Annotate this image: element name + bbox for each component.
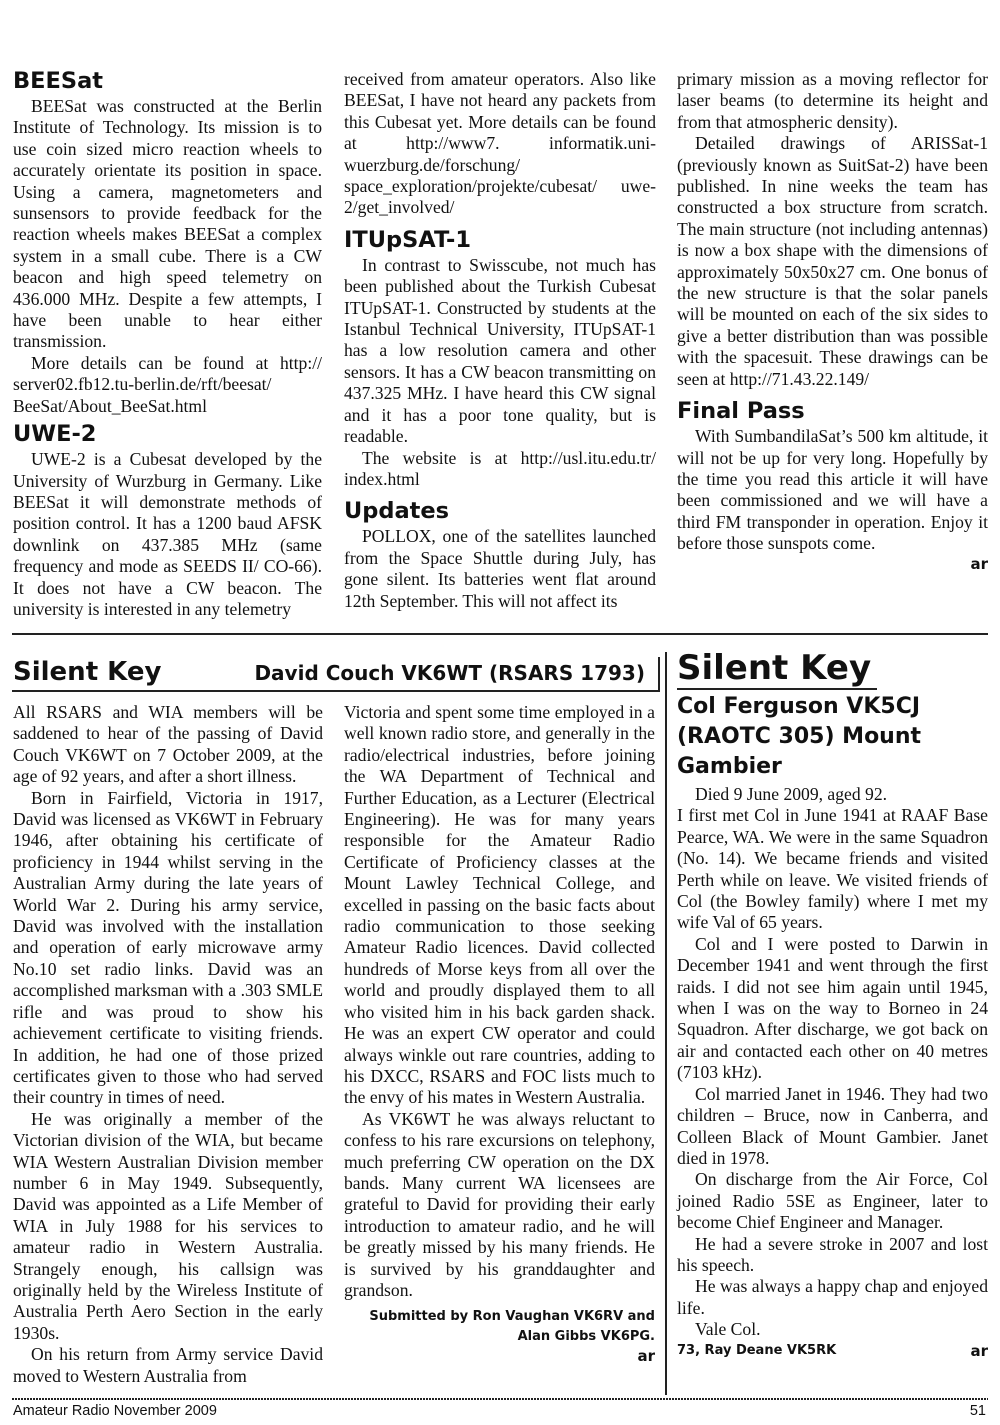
end-mark: ar	[970, 554, 988, 573]
vertical-rule-couch	[658, 657, 660, 692]
top-column-2	[344, 69, 656, 612]
ferguson-name-heading: Col Ferguson VK5CJ (RAOTC 305) Mount Gambier	[677, 694, 922, 779]
uwe-continued: received from amateur operators. Also like BEESat, I have not heard any packets from this Cubesat yet. More details can be found at http://www7. informatik.uni-wuerzburg.de/forschung/ space_exploration/projekte/cubesat/ uwe-2/get_involved/	[344, 69, 656, 218]
updates-paragraph-2: Detailed drawings of ARISSat-1 (previously known as SuitSat-2) have been published. In nine weeks the team has constructed a box structure from scratch. The main structure (not including antennas) is now a box shape with the dimensions of approximately 50x50x27 cm. One bonus of the new structure is that the solar panels will be mounted on each of the six sides to give a better distribution than was possible with the spacesuit. These drawings can be seen at http://71.43.22.149/	[677, 133, 988, 389]
ferguson-paragraph-1: Died 9 June 2009, aged 92.	[695, 784, 888, 804]
ferguson-paragraph-3: Col and I were posted to Darwin in December 1941 and went through the first raids. I did not see him again until 1945, when I was on the way to Borneo in 24 Squadron. After discharge, we got back on air and contacted each other on 40 metres (7103 kHz).	[677, 933, 988, 1083]
ferguson-paragraph-5: On discharge from the Air Force, Col joined Radio 5SE as Engineer, later to become Chief Engineer and Manager.	[677, 1169, 988, 1233]
beesat-paragraph-1: BEESat was constructed at the Berlin Institute of Technology. Its mission is to use coin sized micro reaction wheels to accurately orientate its position in space. Using a camera, magnetometers and sunsensors to provide feedback for the reaction wheels makes BEESat a complex system in a small cube. There is a CW beacon and high speed telemetry on 436.000 MHz. Despite a few attempts, I have been unable to hear either transmission.	[13, 96, 322, 352]
ferguson-silent-key-title: Silent Key	[677, 648, 872, 688]
itupsat-heading: ITUpSAT-1	[344, 226, 472, 253]
final-pass-heading: Final Pass	[677, 398, 805, 425]
ferguson-column	[677, 648, 988, 1361]
couch-credit-line-2: Alan Gibbs VK6PG.	[517, 1329, 655, 1345]
couch-paragraph-2: Born in Fairfield, Victoria in 1917, David was licensed as VK6WT in February 1946, after obtaining his certificate of proficiency in 1944 whilst serving in the Australian Army during the late years of World War 2. During his army service, David was involved with the installation and operation of early microwave army No.10 set radio links. David was an accomplished marksman with a .303 SMLE rifle and was proud to show his achievement certificate to visiting friends. In addition, he had one of those prized certificates given to those who had served their country in times of need.	[13, 787, 323, 1108]
ferguson-signature: 73, Ray Deane VK5RK	[677, 1342, 837, 1358]
couch-paragraph-5: Victoria and spent some time employed in a well known radio store, and generally in the radio/electrical industries, before joining the WA Department of Technical and Further Education, as a Lecturer (Electrical Engineering). He was for many years responsible for the Amateur Radio Certificate of Proficiency classes at the Mount Lawley Technical College, and excelled in passing on the basic facts about radio communication to those seeking Amateur Radio licences. David collected hundreds of Morse keys from all over the world and proudly displayed them to all who visited him in his back garden shack. He was an expert CW operator and could always winkle out rare countries, adding to his DXCC, RSARS and FOC lists much to the envy of his mates in Western Australia.	[344, 702, 655, 1108]
updates-paragraph-1: POLLOX, one of the satellites launched from the Space Shuttle during July, has gone silent. Its batteries went flat around 12th September. This will not affect its	[344, 526, 656, 611]
section-divider	[12, 633, 988, 635]
final-pass-paragraph-1: With SumbandilaSat’s 500 km altitude, it will not be up for very long. Hopefully by the time you read this article it will have been commissioned and we will have a third FM transponder in operation. Enjoy it before those sunspots come.	[677, 426, 988, 554]
couch-banner-underline	[12, 690, 660, 692]
ferguson-paragraph-2: I first met Col in June 1941 at RAAF Base Pearce, WA. We were in the same Squadron (No. 14). We became friends and visited Perth while on leave. We visited friends of Col (the Bowley family) where I met my wife Val of 65 years.	[677, 805, 988, 933]
footer-rule	[12, 1398, 988, 1400]
top-column-1	[13, 66, 322, 620]
couch-banner	[13, 655, 653, 691]
ferguson-title-underline	[677, 688, 877, 690]
couch-credit-line-1: Submitted by Ron Vaughan VK6RV and	[369, 1309, 655, 1325]
uwe-heading: UWE-2	[13, 421, 97, 448]
couch-paragraph-3: He was originally a member of the Victorian division of the WIA, but became WIA Western Australian Division member number 6 in May 1949. Subsequently, David was appointed as a Life Member of WIA in July 1988 for his services to amateur radio in Western Australia. Strangely enough, his callsign was originally held by the Wireless Institute of Australia Perth Aero Section in the early 1930s.	[13, 1108, 323, 1343]
top-column-3	[677, 69, 988, 573]
couch-banner-name: David Couch VK6WT (RSARS 1793)	[254, 661, 645, 685]
itupsat-paragraph-1: In contrast to Swisscube, not much has been published about the Turkish Cubesat ITUpSAT-1. Constructed by students at the Istanbul Technical University, ITUpSAT-1 has a low resolution camera and other sensors. It has a CW beacon transmitting on 437.325 MHz. I have heard this CW signal and it has a poor tone quality, but is readable.	[344, 254, 656, 447]
couch-column-2	[344, 702, 655, 1365]
couch-end-mark: ar	[637, 1347, 655, 1366]
beesat-heading: BEESat	[13, 68, 104, 94]
couch-paragraph-1: All RSARS and WIA members will be saddened to hear of the passing of David Couch VK6WT on 7 October 2009, at the age of 92 years, and after a short illness.	[13, 702, 323, 787]
ferguson-paragraph-8: Vale Col.	[695, 1319, 761, 1340]
ferguson-paragraph-4: Col married Janet in 1946. They had two children – Bruce, now in Canberra, and Colleen Black of Mount Gambier. Janet died in 1978.	[677, 1083, 988, 1168]
updates-heading: Updates	[344, 498, 450, 525]
couch-column-1	[13, 702, 323, 1387]
ferguson-end-mark: ar	[970, 1341, 988, 1360]
ferguson-paragraph-7: He was always a happy chap and enjoyed life.	[677, 1276, 988, 1318]
ferguson-paragraph-6: He had a severe stroke in 2007 and lost his speech.	[677, 1233, 988, 1275]
couch-silent-key-title: Silent Key	[13, 657, 162, 687]
ferguson-signature-row	[677, 1341, 988, 1361]
uwe-paragraph-1: UWE-2 is a Cubesat developed by the University of Wurzburg in Germany. Like BEESat it will demonstrate methods of position control. It has a 1200 baud AFSK downlink on 437.385 MHz (same frequency and mode as SEEDS II/ CO-66). It does not have a CW beacon. The university is interested in any telemetry	[13, 449, 322, 619]
itupsat-paragraph-2: The website is at http://usl.itu.edu.tr/ index.html	[344, 447, 656, 489]
updates-continued: primary mission as a moving reflector for laser beams (to determine its height and from that atmospheric density).	[677, 69, 988, 132]
footer-page-number: 51	[969, 1403, 986, 1419]
beesat-paragraph-2: More details can be found at http:// server02.fb12.tu-berlin.de/rft/beesat/ BeeSat/About_BeeSat.html	[13, 352, 322, 416]
couch-paragraph-4: On his return from Army service David moved to Western Australia from	[13, 1344, 323, 1386]
couch-paragraph-6: As VK6WT he was always reluctant to confess to his rare excursions on telephony, much preferring CW operation on the DX bands. Many current WA licensees are grateful to David for providing their early introduction to amateur radio, and he will be greatly missed by his many friends. He is survived by his granddaughter and grandson.	[344, 1108, 655, 1300]
footer-publication: Amateur Radio November 2009	[13, 1403, 217, 1419]
vertical-rule-ferguson	[665, 652, 667, 1395]
